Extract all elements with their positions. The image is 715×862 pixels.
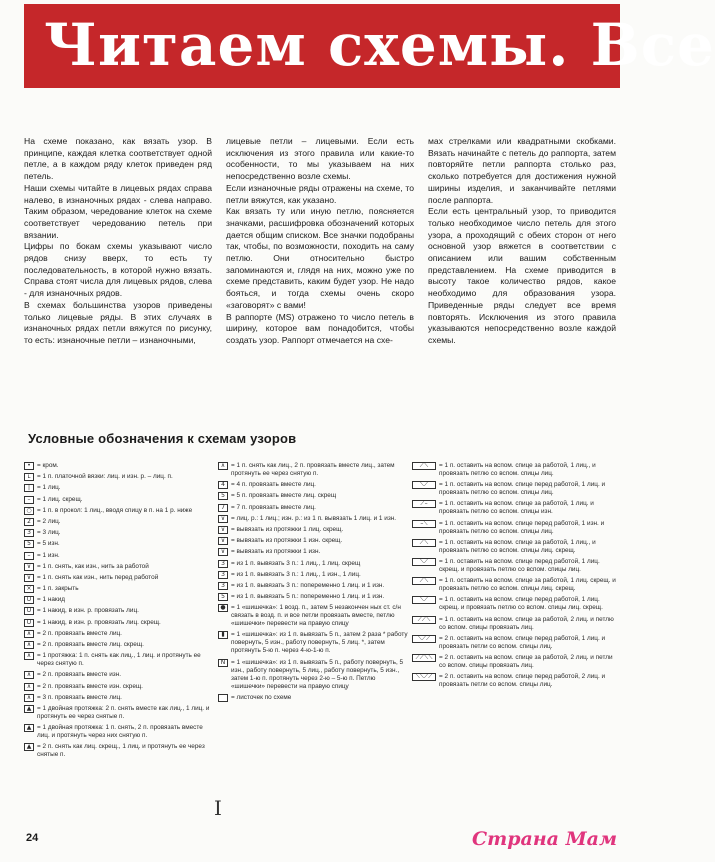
symbol-icon: ⟍⟋⟋ [412,635,436,643]
symbol-icon: 3 [24,529,34,537]
symbol-icon: 3 [218,582,228,590]
legend-text: = 2 п. провязать вместе изн. скрещ. [37,682,143,690]
symbol-icon: ∧ [218,462,228,470]
legend-item [24,683,214,691]
symbol-icon: ∧ [24,671,34,679]
legend-item [24,585,214,593]
symbol-icon: 5 [218,492,228,500]
legend-item [24,574,214,582]
article-column-1 [24,136,212,347]
legend-text: = 2 п. провязать вместе лиц. скрещ. [37,641,144,648]
symbol-icon: ⟋⟍ [412,577,436,585]
text-cursor-icon: I [214,796,222,820]
symbol-icon: 2 [24,518,34,526]
legend-text: = 1 накид, в изн. р. провязать лиц. [37,607,139,615]
symbol-icon: 3 [218,571,228,579]
page-title: Читаем схемы. Все [44,11,715,79]
legend-text: = 1 п. оставить на вспом. спице за работой, 1 лиц. и провязать петлю со вспом. спицы изн. [439,500,594,516]
legend-title: Условные обозначения к схемам узоров [28,431,297,446]
symbol-icon: ⟍⟋ [412,481,436,489]
symbol-icon: ⟋⟍ [412,539,436,547]
symbol-icon: ▲ [24,724,34,732]
legend-text: = 2 лиц. [37,517,61,525]
legend-text: = 1 п. снять как лиц., 2 п. провязать вместе лиц., затем протянуть ее через снятую п. [231,462,395,477]
legend-item [218,548,408,556]
legend-item [24,724,214,740]
legend-column-1 [24,462,214,763]
symbol-icon: U [24,607,34,615]
symbol-icon: – [24,496,34,504]
article-text [24,136,618,347]
legend-text: = 1 п. оставить на вспом. спице перед работой, 1 лиц. скрещ. и провязать петлю со вспом. спицы лиц. [439,557,600,573]
legend-item [412,539,616,555]
legend-item [24,473,214,481]
symbol-icon [218,694,228,702]
legend-item [218,492,408,500]
symbol-icon: ● [218,604,228,612]
symbol-icon: ∧ [24,630,34,638]
legend-text: = 1 лиц. [37,484,61,492]
legend-item [412,673,616,689]
legend-text: = 1 п. оставить на вспом. спице за работой, 1 лиц. скрещ. и провязать петлю со вспом. спицы лиц. скрещ. [439,577,616,593]
legend-item [412,558,616,574]
legend-text: = 1 изн. [37,551,60,559]
symbol-icon: ⟋⟋⟍⟍ [412,654,436,662]
legend-text: = вывязать из протяжки 1 изн. скрещ. [231,537,343,545]
legend-text: = 1 двойная протяжка: 1 п. снять, 2 п. провязать вместе лиц. и протянуть через них снятую п. [37,724,203,740]
symbol-icon: ⟍⟋ [412,596,436,604]
legend-text: = 1 п. снять как изн., нить перед работой [37,573,159,581]
legend-item [218,515,408,523]
legend-text: = 7 п. провязать вместе лиц. [231,503,316,511]
legend-text: = из 1 п. вывязать 3 п.: 1 лиц., 1 лиц. скрещ [231,559,361,567]
legend-item [24,652,214,668]
legend-item [24,563,214,571]
legend-item [24,552,214,560]
legend-text: = из 1 п. вывязать 3 п.: попеременно 1 лиц. и 1 изн. [231,581,385,589]
symbol-icon: ∧ [24,683,34,691]
symbol-icon: ▲ [24,743,34,751]
symbol-icon: × [24,585,34,593]
symbol-icon: ʟ [24,473,34,481]
legend-text: = 1 лиц. скрещ. [37,495,83,503]
legend-item [412,616,616,632]
symbol-icon: U [24,619,34,627]
article-column-3 [428,136,616,347]
legend-text: = 1 накид, в изн. р. провязать лиц. скрещ. [37,618,161,626]
legend-text: = вывязать из протяжки 1 лиц. скрещ. [231,525,344,533]
paragraph: Если изнаночные ряды отражены на схеме, то петли вяжутся, как указано. [226,182,414,205]
legend-text: = 1 протяжка: 1 п. снять как лиц., 1 лиц. и протянуть ее через снятую п. [37,652,201,668]
legend-text: = 1 п. оставить на вспом. спице за работой, 2 лиц. и петлю со вспом. спицы провязать лиц. [439,615,614,631]
legend-text: = из 1 п. вывязать 5 п.: попеременно 1 лиц. и 1 изн. [231,593,385,601]
legend-item [24,607,214,615]
symbol-icon: ∨ [218,548,228,556]
legend-text: = вывязать из протяжки 1 изн. [231,548,321,556]
page-number: 24 [26,832,39,844]
symbol-icon: ○ [24,507,34,515]
legend-text: = из 1 п. вывязать 3 п.: 1 лиц., 1 изн., 1 лиц. [231,570,361,578]
legend-text: = 1 «шишечка»: 1 возд. п., затем 5 незакончен ных ст. с/н связать в возд. п. и все петли провязать вместе, петлю «шишечки» перевести на правую спицу [231,604,401,628]
symbol-icon: ▲ [24,705,34,713]
symbol-icon: ∨ [218,537,228,545]
legend-item [412,462,616,478]
legend-text: = 1 п. снять, как изн., нить за работой [37,562,149,570]
symbol-icon: ∧ [24,641,34,649]
legend-item [218,481,408,489]
legend-text: = 3 лиц. [37,529,61,537]
legend-text: = 1 п. в прокол: 1 лиц., вводя спицу в п. на 1 р. ниже [37,506,193,514]
legend-item [218,659,408,691]
paragraph: лицевые петли – лицевыми. Если есть исключения из этого правила или какие-то особенности, то мы указываем на них непосредственно возле схемы. [226,136,414,182]
symbol-icon: ⟋⟋⟍ [412,616,436,624]
paragraph: Как вязать ту или иную петлю, поясняется значками, расшифровка обозначений которых дается общим списком. Все значки подобраны так, чтобы, по возможности, походить на саму петлю. Они относительно быстро запоминаются и, глядя на них, можно уже по схеме представить, каким будет узор. Не надо бояться, и тогда схемы очень скоро «заговорят» с вами! [226,206,414,310]
paragraph: В раппорте (MS) отражено то число петель в ширину, которое вам понадобится, чтобы создать узор. Раппорт отмечается на схе- [226,311,414,345]
legend-item [218,694,408,702]
title-banner [24,4,715,88]
legend-item [218,504,408,512]
legend-item [412,577,616,593]
legend-item [218,571,408,579]
legend-item [412,500,616,516]
legend-text: = 1 п. закрыть [37,585,79,593]
legend-column-3 [412,462,616,692]
legend-item [412,596,616,612]
legend-column-2 [218,462,408,705]
legend-text: = 1 двойная протяжка: 2 п. снять вместе как лиц., 1 лиц. и протянуть ее через снятые п. [37,704,210,720]
legend-item [24,641,214,649]
legend-text: = 2 п. провязать вместе изн. [37,671,122,679]
legend-item [412,654,616,670]
legend-item [412,520,616,536]
symbol-icon: • [24,462,34,470]
legend-item [24,484,214,492]
legend-text: = кром. [37,462,59,469]
legend-item [218,462,408,478]
symbol-icon: ⟋⟍ [412,462,436,470]
watermark-logo: Страна Мам [472,828,618,850]
paragraph: В схемах большинства узоров приведены только лицевые ряды. В этих случаях в изнаночных рядах петли вяжутся по рисунку, то есть: изнаночные петли – изнаночными, [24,299,212,345]
legend-item [24,540,214,548]
symbol-icon: – [24,552,34,560]
legend-item [24,743,214,759]
legend-text: = 1 п. оставить на вспом. спице перед работой, 1 лиц. и провязать петлю со вспом. спицы лиц. [439,481,606,497]
symbol-icon: | [24,484,34,492]
legend-item [24,671,214,679]
article-column-2 [226,136,414,347]
paragraph: На схеме показано, как вязать узор. В принципе, каждая клетка соответствует одной петле, а в каждом ряду клеток приведен ряд петель. [24,136,212,182]
legend-text: = 1 «шишечка»: из 1 п. вывязать 5 п., затем 2 раза * работу повернуть, 5 изн., работу повернуть, 5 лиц. *, затем протянуть 5-ю п. через 4-ю-1-ю п. [231,631,408,655]
legend-item [24,596,214,604]
paragraph: Цифры по бокам схемы указывают число рядов снизу вверх, то есть ту последовательность, в которой нужно вязать. Справа стоят числа для лицевых рядов, слева - для изнаночных рядов. [24,241,212,299]
legend-text: = 2 п. оставить на вспом. спице за работой, 2 лиц. и петли со вспом. спицы провязать лиц. [439,653,613,669]
legend-text: = 1 п. платочной вязки: лиц. и изн. р. – лиц. п. [37,473,173,481]
legend-item [24,694,214,702]
legend-item [24,529,214,537]
legend-text: = 3 п. провязать вместе лиц. [37,693,122,701]
legend-item [218,593,408,601]
symbol-icon: ⟍⟋ [412,558,436,566]
symbol-icon: ∨ [24,563,34,571]
legend-text: = 2 п. провязать вместе лиц. [37,629,122,637]
symbol-icon: 5 [24,540,34,548]
legend-item [24,518,214,526]
legend-item [218,604,408,628]
legend-text: = 5 п. провязать вместе лиц. скрещ [231,492,337,500]
legend-item [218,582,408,590]
symbol-icon: ∨ [218,526,228,534]
legend-item [24,496,214,504]
legend-text: = 4 п. провязать вместе лиц. [231,481,316,489]
symbol-icon: 5 [218,593,228,601]
legend-text: = 2 п. оставить на вспом. спице перед работой, 1 лиц. и провязать петли со вспом. спицы лиц. [439,634,606,650]
legend-text: = 2 п. оставить на вспом. спице перед работой, 2 лиц. и провязать петли со вспом. спицы лиц. [439,673,606,689]
symbol-icon: U [24,596,34,604]
legend-item [412,481,616,497]
legend-item [412,635,616,651]
symbol-icon: ∧ [24,652,34,660]
legend-item [24,630,214,638]
symbol-icon: ▮ [218,631,228,639]
legend-text: = 1 «шишечка»: из 1 п. вывязать 5 п., работу повернуть, 5 изн., работу повернуть, 5 лиц., работу повернуть, 5 изн., затем 1-ю п. протянуть через 2-ю – 5-ю п. Петлю «шишечки» перевести на правую спицу [231,658,404,690]
legend-item [24,507,214,515]
legend-text: = 1 п. оставить на вспом. спице за работой, 1 лиц., и провязать петлю со вспом. спицы лиц. [439,462,596,477]
symbol-icon: ⟍⟍⟋⟋ [412,673,436,681]
legend-item [24,705,214,721]
legend-item [24,619,214,627]
symbol-icon: N [218,659,228,667]
legend-item [24,462,214,470]
symbol-icon: ∧ [24,694,34,702]
symbol-icon: ∨ [218,515,228,523]
legend-item [218,537,408,545]
symbol-icon: –⟍ [412,520,436,528]
legend-text: = лиц. р.: 1 лиц.; изн. р.: из 1 п. вывязать 1 лиц. и 1 изн. [231,514,397,522]
legend-text: = 5 изн. [37,540,60,548]
paragraph: Наши схемы читайте в лицевых рядах справа налево, в изнаночных рядах - слева направо. Таким образом, чередование клеток на схеме соответствует чередованию петель при вязании. [24,182,212,240]
legend-text: = 2 п. снять как лиц. скрещ., 1 лиц. и протянуть ее через снятые п. [37,743,205,759]
legend-item [218,560,408,568]
legend-item [218,631,408,655]
legend-text: = листочек по схеме [231,693,292,701]
symbol-icon: ⟋– [412,500,436,508]
symbol-icon: 3 [218,560,228,568]
legend-item [218,526,408,534]
legend-text: = 1 п. оставить на вспом. спице перед работой, 1 лиц. скрещ. и провязать петлю со вспом. спицы лиц. скрещ. [439,596,603,612]
symbol-icon: 7 [218,504,228,512]
legend-text: = 1 п. оставить на вспом. спице за работой, 1 лиц., и провязать петлю со вспом. спицы лиц. скрещ. [439,538,596,554]
legend-text: = 1 п. оставить на вспом. спице перед работой, 1 изн. и провязать петлю со вспом. спицы лиц. [439,519,605,535]
legend-text: = 1 накид [37,596,66,604]
symbol-icon: 4 [218,481,228,489]
paragraph: Если есть центральный узор, то приводится только необходимое число петель для этого узора, а проходящий с обеих сторон от него основной узор вяжется в соответствии с описанием или вашим собственным представлением. На схеме приводится в высоту такое количество рядов, какое необходимо для образования узора. Приведенные ряды следует все время повторять. Исключения из этого правила указываются непосредственно возле каждой схемы. [428,206,616,345]
paragraph: мах стрелками или квадратными скобками. Вязать начинайте с петель до раппорта, затем повторяйте петли раппорта столько раз, сколько потребуется для достижения нужной ширины изделия, и заканчивайте петлями после раппорта. [428,136,616,205]
symbol-icon: ∨ [24,574,34,582]
